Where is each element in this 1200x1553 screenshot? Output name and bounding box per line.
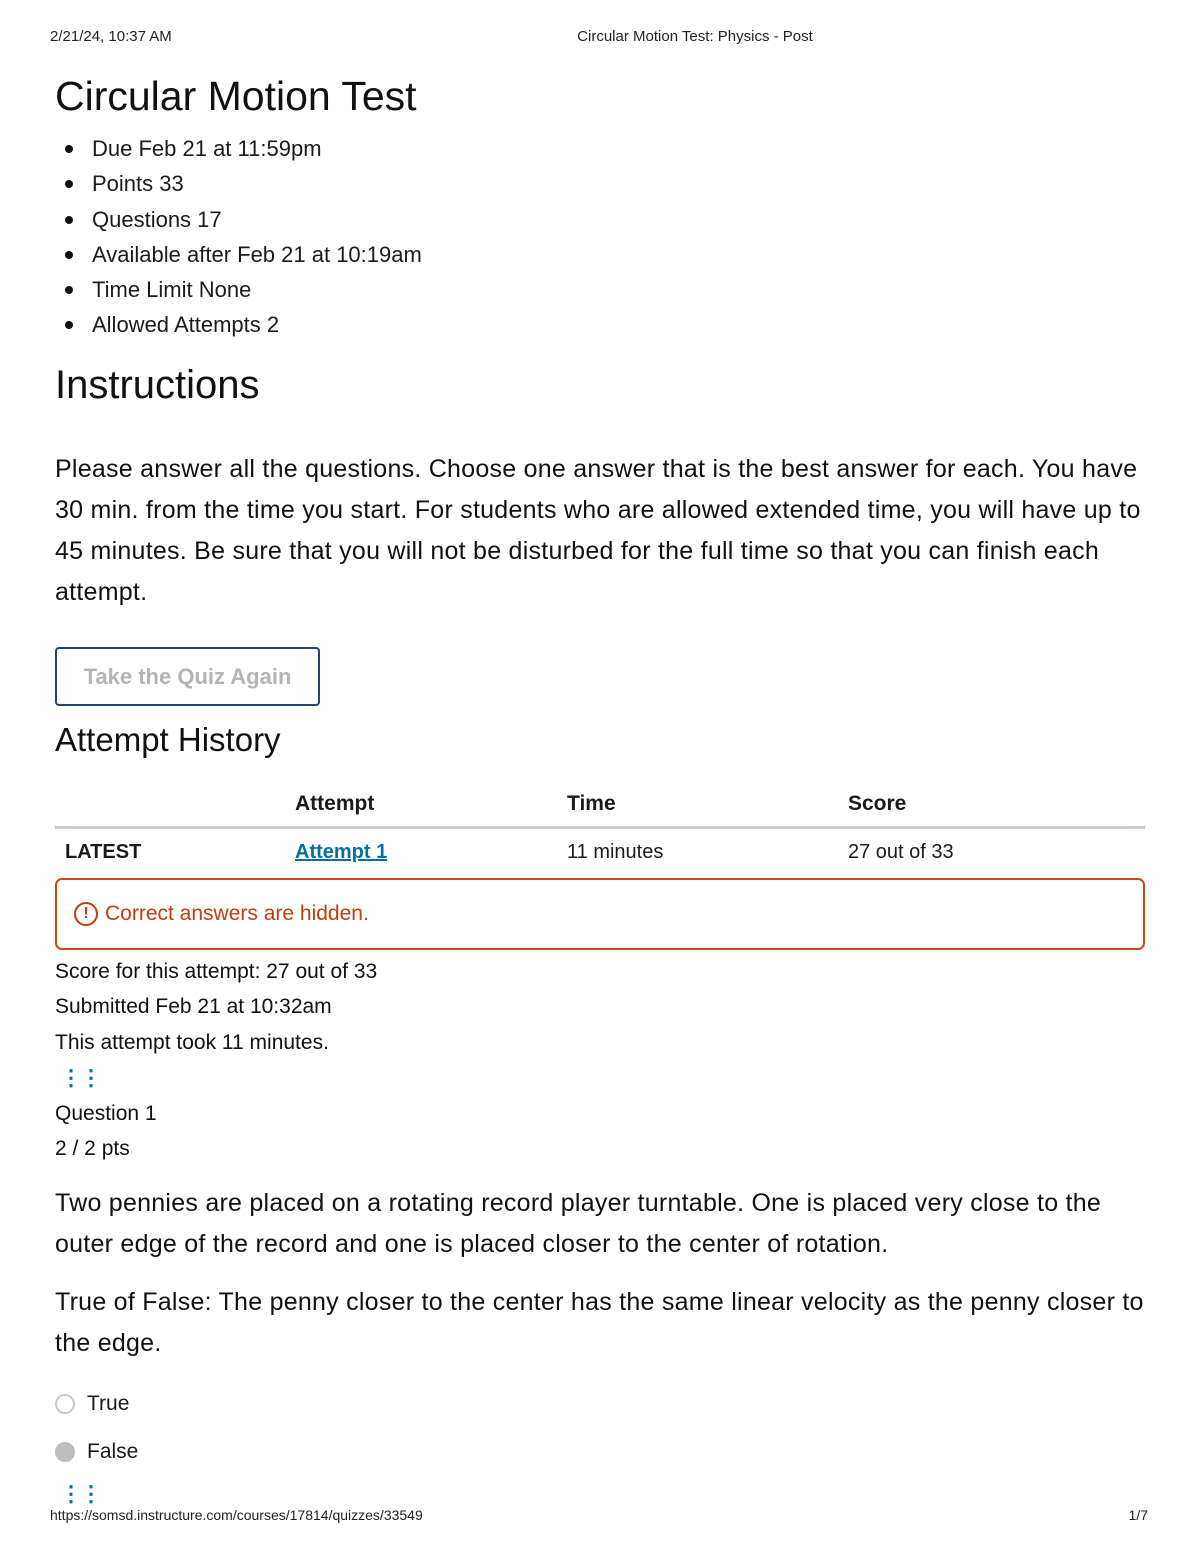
quiz-title: Circular Motion Test [55,73,417,119]
answer-option-true[interactable] [55,1380,1145,1428]
print-page-title: Circular Motion Test: Physics - Post [577,28,813,45]
question-points: 2 / 2 pts [55,1137,130,1161]
column-header-time: Time [567,782,848,828]
correct-answers-hidden-alert [55,878,1145,950]
answer-list [55,1380,1145,1476]
attempt-history-heading: Attempt History [55,720,281,758]
drag-handle-icon[interactable]: ⋮⋮ [60,1480,100,1506]
question-text-paragraph-2: True of False: The penny closer to the center has the same linear velocity as the penny closer to the edge. [55,1287,1144,1357]
quiz-content [55,72,1145,1511]
column-header-attempt: Attempt [295,782,567,828]
attempt-time: 11 minutes [567,841,664,864]
column-header-score: Score [848,782,1145,828]
table-header-row [55,782,1145,828]
attempt-link[interactable]: Attempt 1 [295,841,388,864]
attempt-cell [295,827,567,877]
attempt-history-table [55,782,1145,877]
attempt-score-text: Score for this attempt: 27 out of 33 [55,959,378,983]
meta-allowed-attempts: Allowed Attempts 2 [55,307,1145,342]
print-page-number: 1/7 [1128,1507,1148,1523]
print-header [0,28,1200,48]
print-date: 2/21/24, 10:37 AM [50,28,172,45]
attempt-submitted-text: Submitted Feb 21 at 10:32am [55,995,332,1019]
alert-text: Correct answers are hidden. [105,901,369,925]
meta-questions: Questions 17 [55,202,1145,237]
answer-label: True [87,1391,130,1415]
radio-button-selected[interactable] [55,1442,75,1462]
question-text [55,1183,1145,1364]
attempt-details [55,954,1145,1167]
drag-handle-icon[interactable]: ⋮⋮ [60,1065,100,1091]
latest-label: LATEST [65,841,142,864]
radio-button[interactable] [55,1394,75,1414]
instructions-body: Please answer all the questions. Choose one answer that is the best answer for each. You have 30 min. from the time you start. For students who are allowed extended time, you will have up to 45 minutes. Be sure that you will not be disturbed for the full time so that you can finish each attempt. [55,454,1141,606]
meta-time-limit: Time Limit None [55,272,1145,307]
question-title: Question 1 [55,1101,157,1125]
answer-option-false[interactable] [55,1428,1145,1476]
column-header-blank [55,782,295,828]
take-quiz-again-button[interactable]: Take the Quiz Again [55,647,320,706]
attempt-score: 27 out of 33 [848,841,954,864]
instructions-heading: Instructions [55,362,260,407]
quiz-meta-list [55,131,1145,343]
question-text-paragraph-1: Two pennies are placed on a rotating record player turntable. One is placed very close to the outer edge of the record and one is placed closer to the center of rotation. [55,1188,1102,1258]
exclamation-circle-icon: ! [74,902,98,926]
meta-points: Points 33 [55,166,1145,201]
print-url: https://somsd.instructure.com/courses/17814/quizzes/33549 [50,1507,423,1523]
meta-due: Due Feb 21 at 11:59pm [55,131,1145,166]
answer-label: False [87,1439,139,1463]
attempt-duration-text: This attempt took 11 minutes. [55,1030,329,1054]
table-row [55,827,1145,877]
meta-available: Available after Feb 21 at 10:19am [55,237,1145,272]
